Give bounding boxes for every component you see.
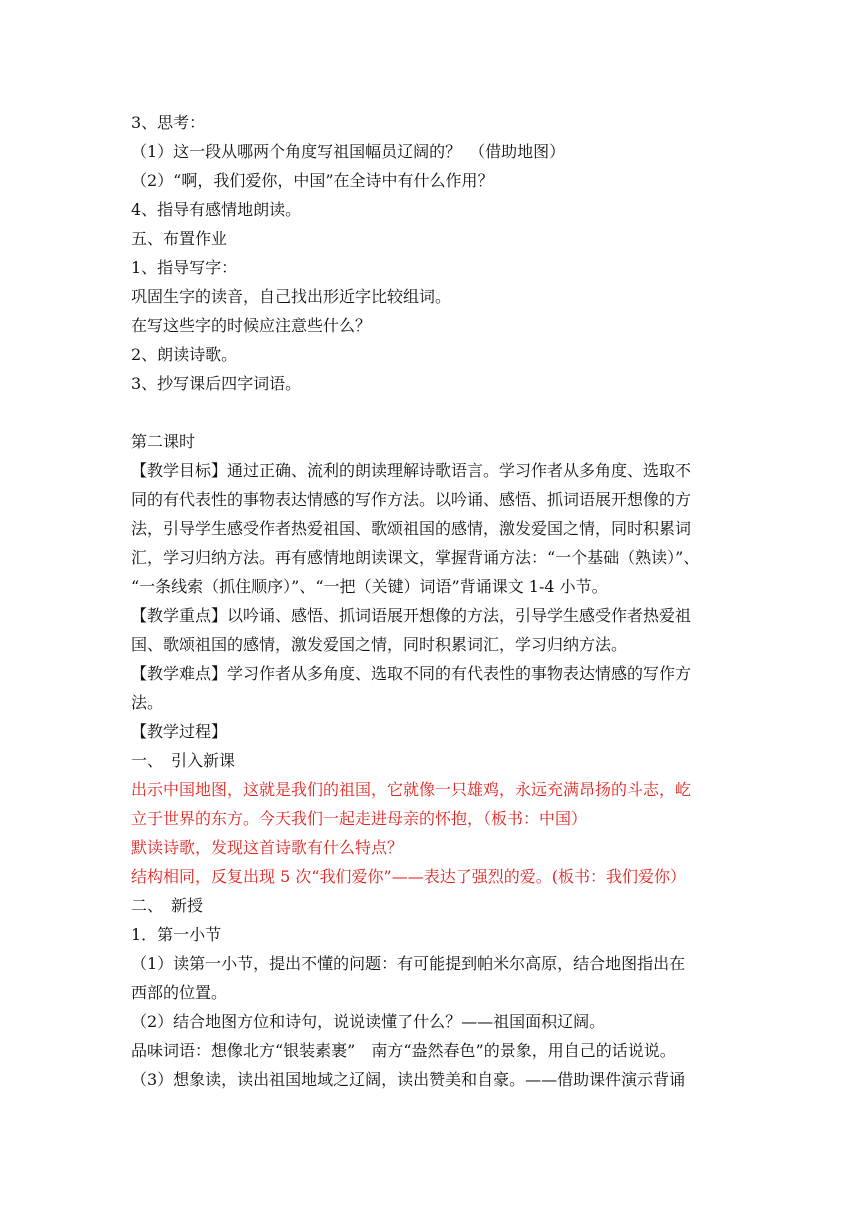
text-line: 3、思考：: [131, 113, 206, 132]
objectives-line: “一条线索（抓住顺序）”、“一把（关键）词语”背诵课文 1-4 小节。: [131, 577, 608, 596]
intro-red-line: 立于世界的东方。今天我们一起走进母亲的怀抱，（板书：中国）: [131, 809, 588, 828]
difficulty-line: 【教学难点】学习作者从多角度、选取不同的有代表性的事物表达情感的写作方: [131, 664, 692, 683]
objectives-line: 汇，学习归纳方法。再有感情地朗读课文，掌握背诵方法：“一个基础（熟读）”、: [131, 548, 700, 567]
text-line: 1、指导写字：: [131, 258, 238, 277]
document-body: [131, 108, 741, 1094]
objectives-line: 同的有代表性的事物表达情感的写作方法。以吟诵、感悟、抓词语展开想像的方: [131, 490, 692, 509]
text-line: 2、朗读诗歌。: [131, 345, 238, 364]
new-line: （3）想象读，读出祖国地域之辽阔，读出赞美和自豪。——借助课件演示背诵: [131, 1070, 686, 1089]
new-line: 1．第一小节: [131, 925, 222, 944]
text-line: 4、指导有感情地朗读。: [131, 200, 302, 219]
difficulty-line: 法。: [131, 693, 164, 712]
new-line: 西部的位置。: [131, 983, 228, 1002]
intro-red-line: 结构相同，反复出现 5 次“我们爱你”——表达了强烈的爱。(板书：我们爱你）: [131, 867, 686, 886]
text-line: 3、抄写课后四字词语。: [131, 374, 302, 393]
key-points-line: 国、歌颂祖国的感情，激发爱国之情，同时积累词汇，学习归纳方法。: [131, 635, 628, 654]
section-heading: 五、布置作业: [131, 229, 228, 248]
new-line: （1）读第一小节，提出不懂的问题：有可能提到帕米尔高原，结合地图指出在: [131, 954, 686, 973]
process-title: 【教学过程】: [131, 722, 228, 741]
objectives-line: 【教学目标】通过正确、流利的朗读理解诗歌语言。学习作者从多角度、选取不: [131, 461, 692, 480]
new-line: （2）结合地图方位和诗句，说说读懂了什么？——祖国面积辽阔。: [131, 1012, 606, 1031]
new-heading: 二、 新授: [131, 896, 204, 915]
objectives-line: 法，引导学生感受作者热爱祖国、歌颂祖国的感情，激发爱国之情，同时积累词: [131, 519, 692, 538]
text-line: 在写这些字的时候应注意些什么？: [131, 316, 372, 335]
text-line: （2）“啊，我们爱你，中国”在全诗中有什么作用？: [131, 171, 494, 190]
text-line: 巩固生字的读音，自己找出形近字比较组词。: [131, 287, 452, 306]
lesson-title: 第二课时: [131, 432, 196, 451]
blank-line: [131, 398, 741, 427]
new-line: 品味词语：想像北方“银装素裹” 南方“盎然春色”的景象，用自己的话说说。: [131, 1041, 676, 1060]
key-points-line: 【教学重点】以吟诵、感悟、抓词语展开想像的方法，引导学生感受作者热爱祖: [131, 606, 692, 625]
intro-red-line: 出示中国地图，这就是我们的祖国，它就像一只雄鸡，永远充满昂扬的斗志，屹: [131, 780, 692, 799]
text-line: （1）这一段从哪两个角度写祖国幅员辽阔的？ （借助地图）: [131, 142, 566, 161]
intro-red-line: 默读诗歌，发现这首诗歌有什么特点？: [131, 838, 404, 857]
intro-heading: 一、 引入新课: [131, 751, 236, 770]
